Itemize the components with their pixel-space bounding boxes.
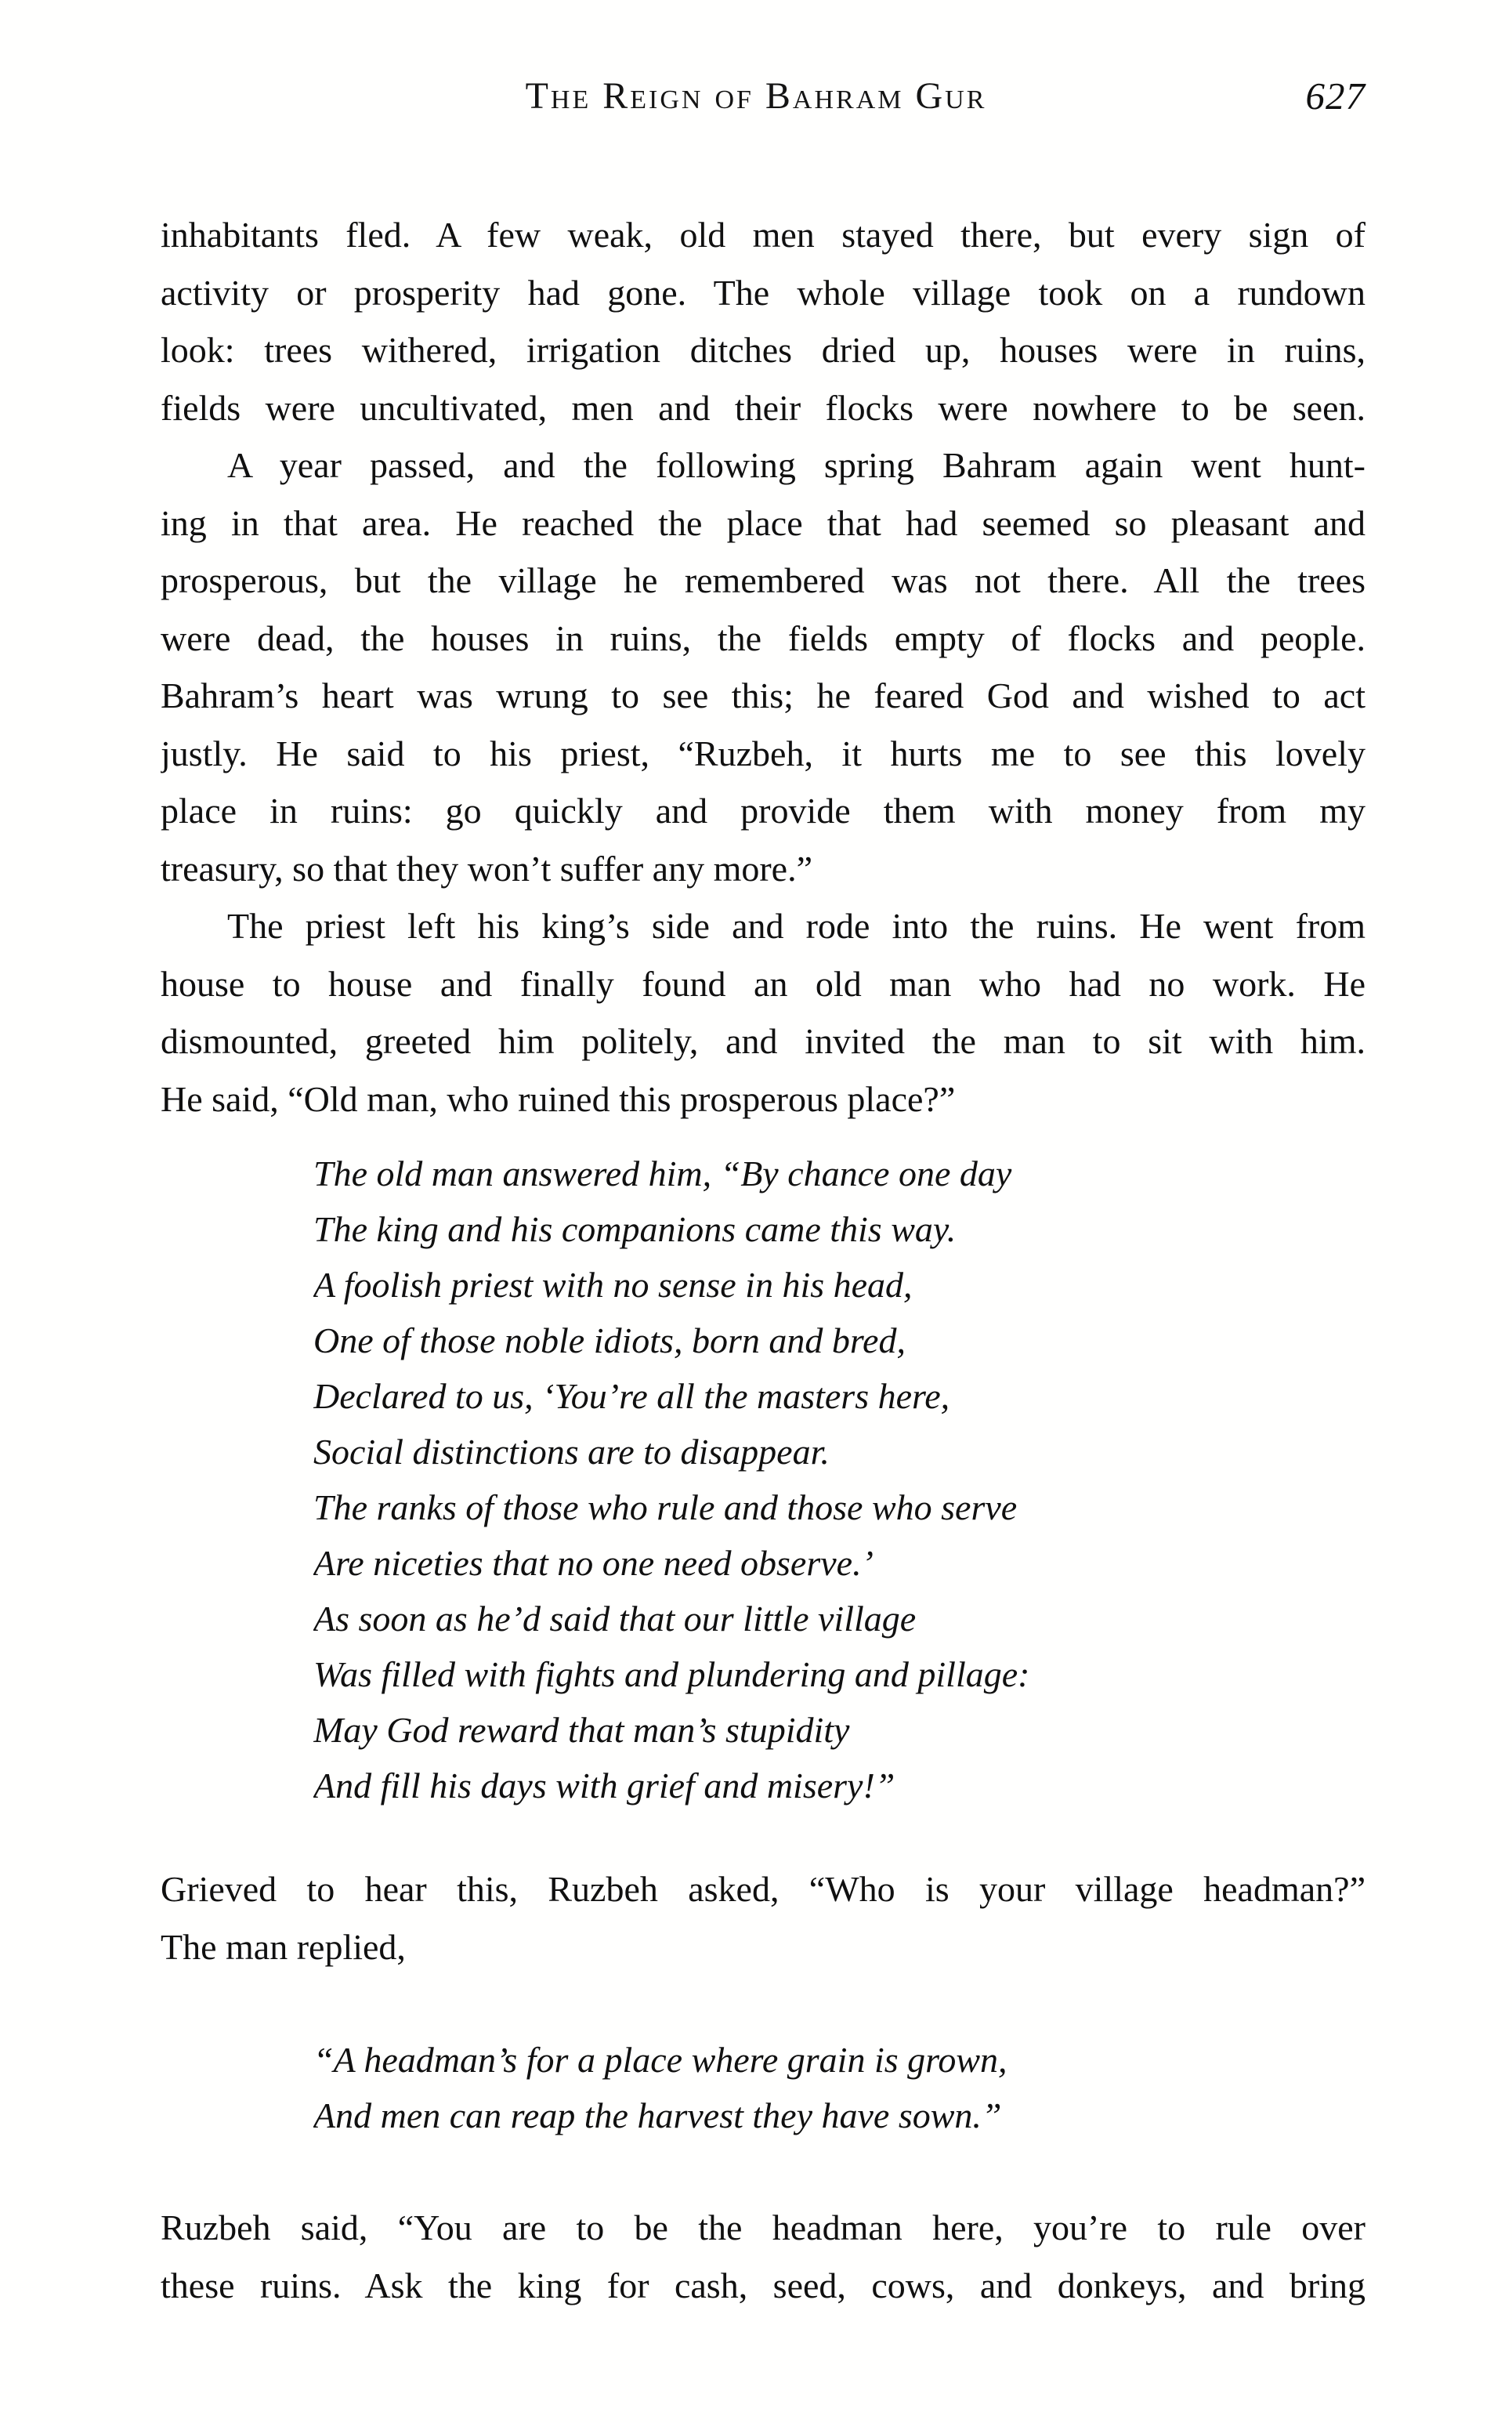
paragraph — [161, 897, 1366, 1128]
text-line: prosperous, but the village he remembered was not there. All the trees — [161, 560, 1366, 600]
verse-block — [313, 2032, 1366, 2143]
text-line: Grieved to hear this, Ruzbeh asked, “Who is your village headman?” — [161, 1869, 1366, 1909]
verse-line: Are niceties that no one need observe.’ — [313, 1543, 874, 1583]
verse-line: A foolish priest with no sense in his head, — [313, 1265, 913, 1305]
page-number: 627 — [1305, 74, 1366, 118]
paragraph — [161, 436, 1366, 897]
text-line: The man replied, — [161, 1926, 406, 1967]
verse-line: The ranks of those who rule and those who serve — [313, 1487, 1018, 1527]
verse-line: May God reward that man’s stupidity — [313, 1710, 850, 1750]
text-line: activity or prosperity had gone. The whole village took on a rundown — [161, 272, 1366, 313]
text-line: Bahram’s heart was wrung to see this; he feared God and wished to act — [161, 675, 1366, 715]
text-line: place in ruins: go quickly and provide them with money from my — [161, 791, 1366, 831]
text-line: these ruins. Ask the king for cash, seed, cows, and donkeys, and bring — [161, 2265, 1366, 2305]
verse-line: And fill his days with grief and misery!” — [313, 1766, 895, 1805]
text-line: Ruzbeh said, “You are to be the headman here, you’re to rule over — [161, 2208, 1366, 2247]
text-line: The priest left his king’s side and rode into the ruins. He went from — [227, 906, 1366, 946]
verse-line: The king and his companions came this way. — [313, 1209, 957, 1249]
running-head — [0, 72, 1512, 121]
verse-line: One of those noble idiots, born and bred, — [313, 1320, 906, 1360]
verse-line: “A headman’s for a place where grain is grown, — [313, 2040, 1007, 2080]
text-line: justly. He said to his priest, “Ruzbeh, it hurts me to see this lovely — [161, 733, 1366, 773]
text-line: dismounted, greeted him politely, and invited the man to sit with him. — [161, 1021, 1366, 1061]
text-line: look: trees withered, irrigation ditches dried up, houses were in ruins, — [161, 330, 1366, 370]
text-line: fields were uncultivated, men and their flocks were nowhere to be seen. — [161, 387, 1366, 428]
text-line: A year passed, and the following spring Bahram again went hunt- — [227, 445, 1366, 485]
paragraph — [161, 206, 1366, 436]
text-line: ing in that area. He reached the place that had seemed so pleasant and — [161, 502, 1366, 543]
paragraph — [161, 1860, 1366, 1976]
text-line: inhabitants fled. A few weak, old men stayed there, but every sign of — [161, 215, 1366, 255]
verse-line: And men can reap the harvest they have sown.” — [313, 2095, 1002, 2135]
verse-line: Social distinctions are to disappear. — [313, 1432, 830, 1472]
verse-line: Was filled with fights and plundering and pillage: — [313, 1654, 1030, 1694]
verse-line: The old man answered him, “By chance one day — [313, 1154, 1012, 1193]
text-line: He said, “Old man, who ruined this prosperous place?” — [161, 1078, 956, 1119]
chapter-title: The Reign of Bahram Gur — [525, 75, 987, 117]
text-line: treasury, so that they won’t suffer any more.” — [161, 848, 813, 889]
verse-line: Declared to us, ‘You’re all the masters here, — [313, 1376, 950, 1416]
text-line: house to house and finally found an old man who had no work. He — [161, 963, 1366, 1004]
verse-line: As soon as he’d said that our little village — [313, 1599, 917, 1639]
verse-block — [313, 1146, 1366, 1813]
paragraph — [161, 2199, 1366, 2314]
text-line: were dead, the houses in ruins, the fields empty of flocks and people. — [161, 618, 1366, 658]
